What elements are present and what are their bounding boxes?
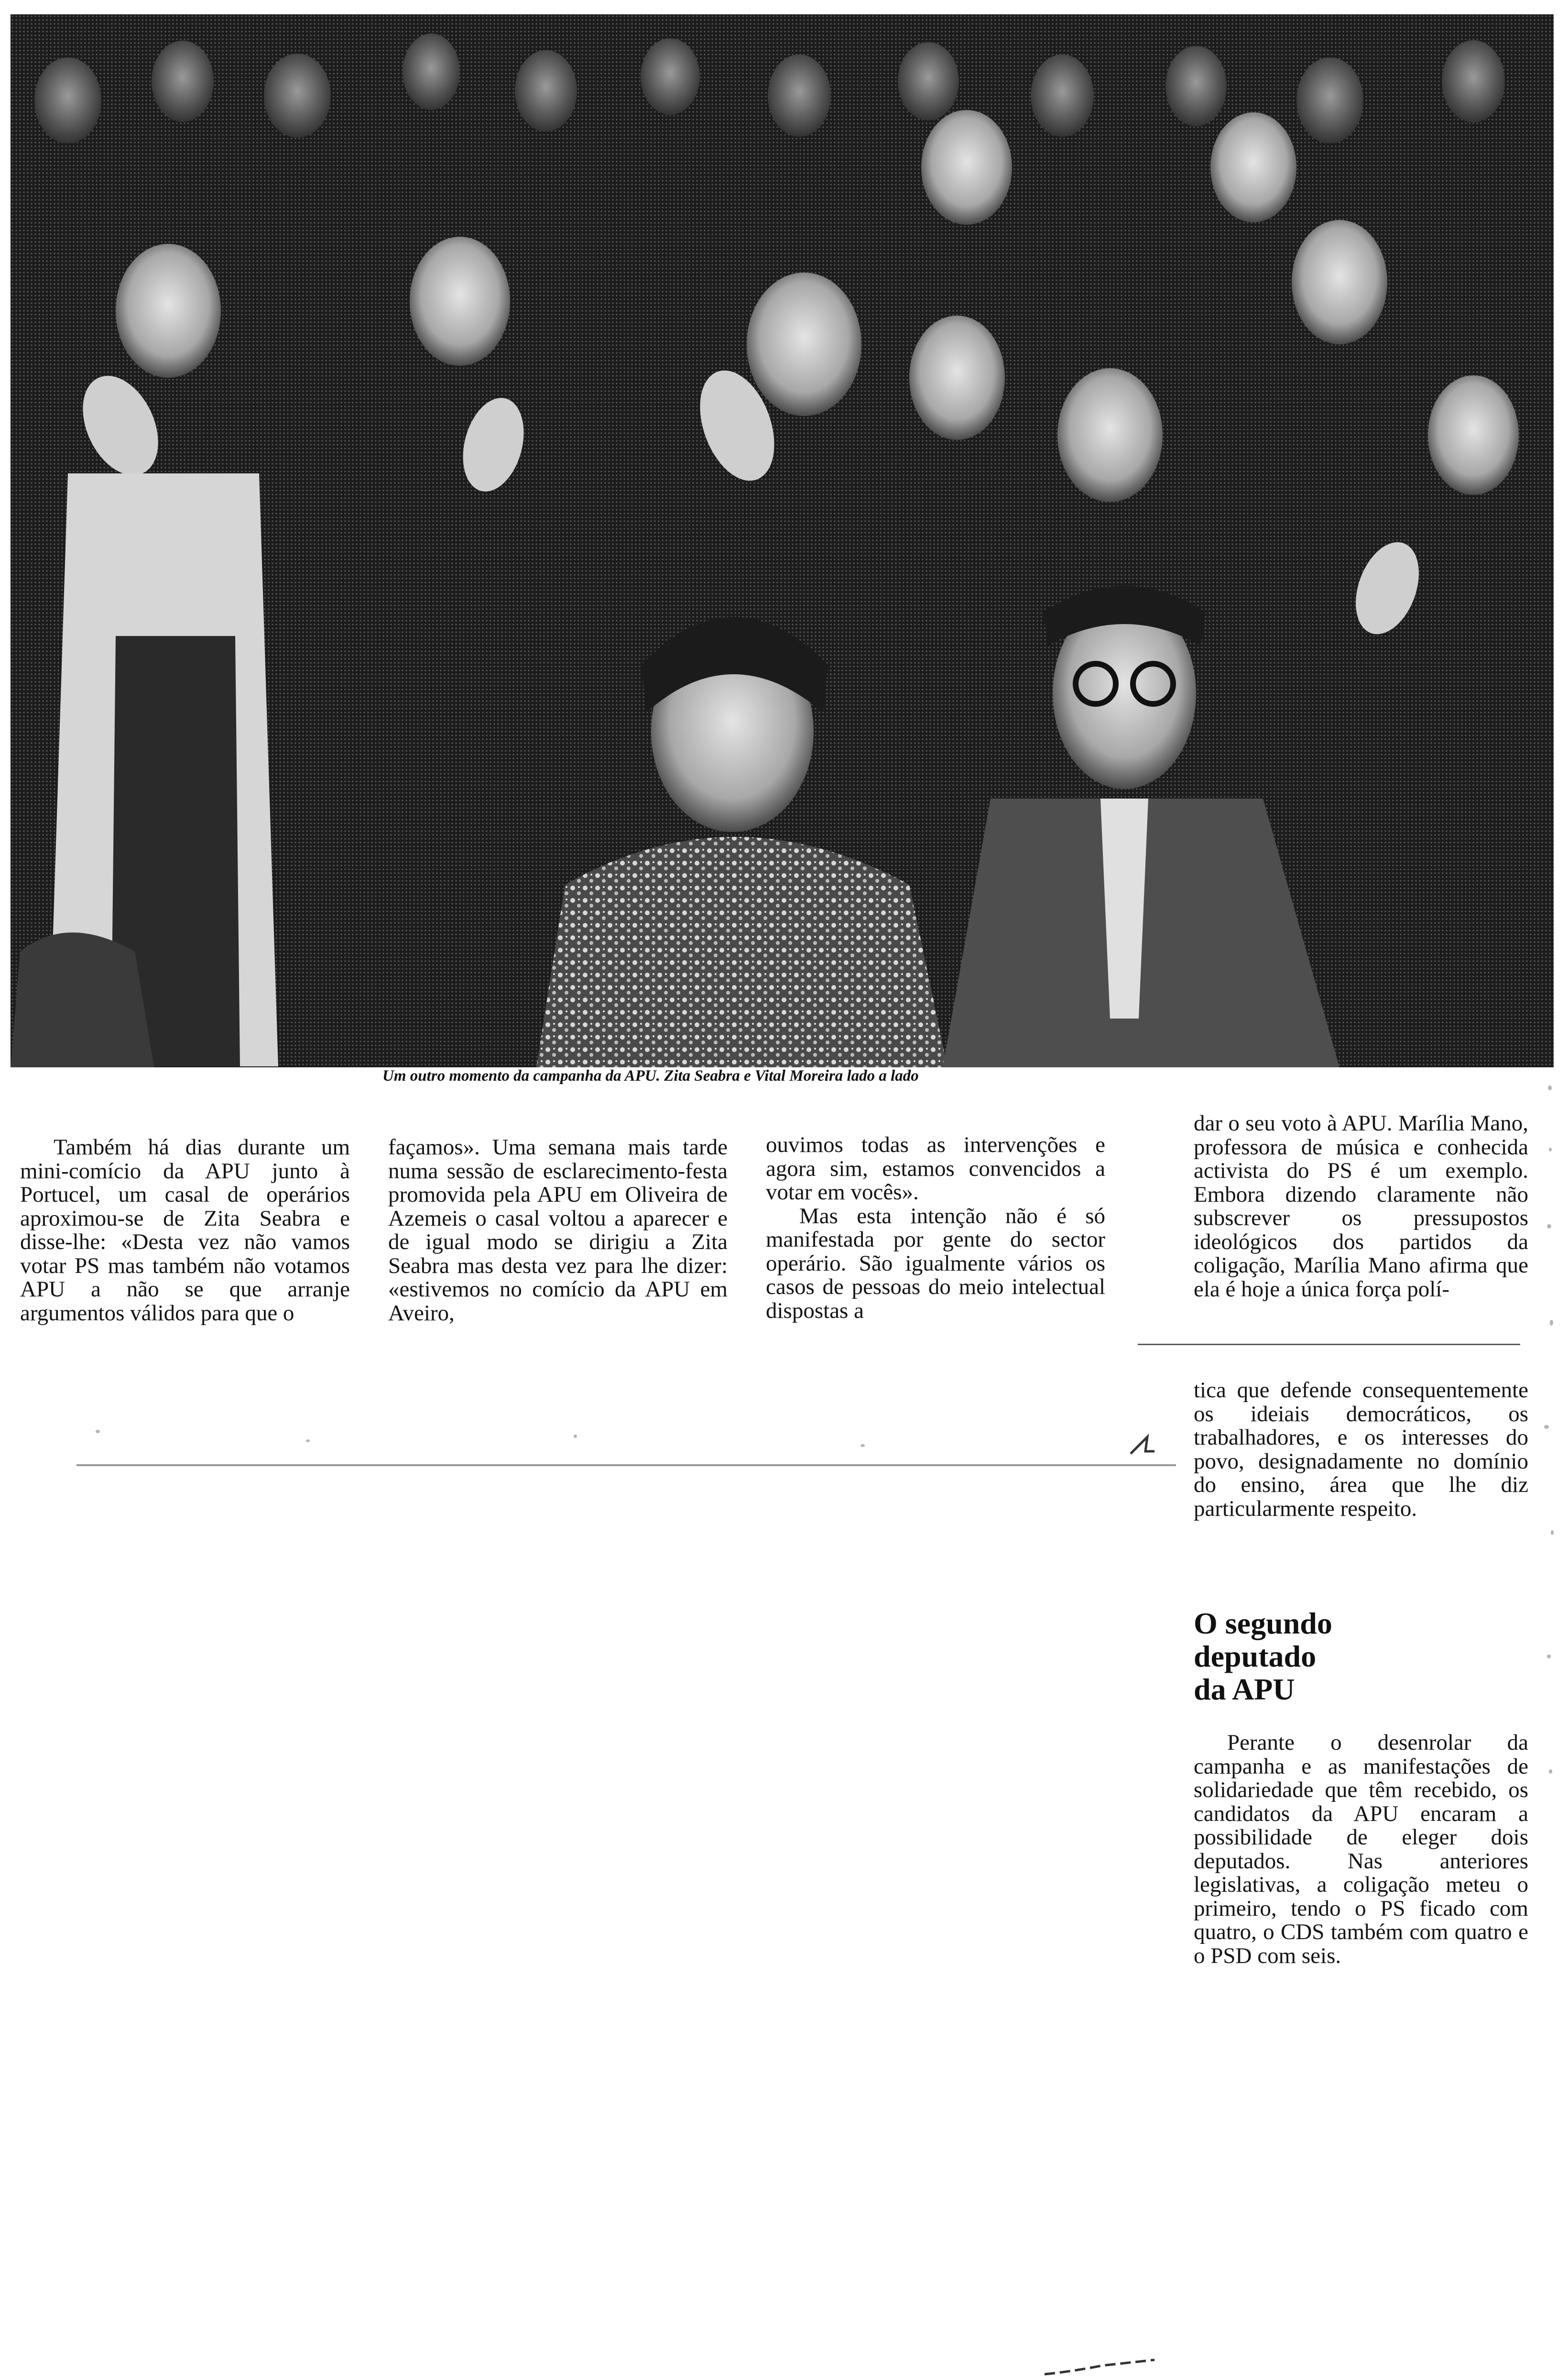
article-column-4-top <box>1194 1112 1528 1301</box>
article-column-3 <box>766 1133 1105 1323</box>
scan-speck <box>1544 1425 1549 1429</box>
scan-speck <box>574 1435 577 1438</box>
paragraph: Mas esta intenção não é só manifestada por gente do sector operário. São igualmente vários os casos de pessoas do meio intelectual dispostas a <box>766 1203 1105 1323</box>
margin-scribble <box>1045 2355 1159 2379</box>
scan-speck <box>1547 1224 1551 1228</box>
scan-speck <box>1549 1769 1552 1774</box>
scan-speck <box>1551 1530 1554 1535</box>
scan-speck <box>1547 1655 1551 1658</box>
paragraph: tica que defende consequentemente os ideiais democráticos, os trabalhadores, e os interesses do povo, designadamente no domínio do ensino, área que lhe diz particularmente respeito. <box>1194 1378 1528 1521</box>
paragraph: façamos». Uma semana mais tarde numa sessão de esclarecimento-festa promovida pela APU em Oliveira de Azemeis o casal voltou a aparecer e de igual modo se dirigiu a Zita Seabra mas desta vez para lhe dizer: «estivemos no comício da APU em Aveiro, <box>388 1135 728 1326</box>
scan-speck <box>1549 1148 1552 1151</box>
scan-speck <box>1548 1085 1552 1090</box>
news-photo <box>11 14 1554 1067</box>
paragraph: dar o seu voto à APU. Marília Mano, professora de música e conhecida activista do PS é um exemplo. Embora dizendo claramente não subscrever os pressupostos ideológicos dos partidos da coligação, Marília Mano afirma que ela é hoje a única força polí- <box>1194 1111 1528 1302</box>
margin-arrow-mark <box>1128 1435 1157 1458</box>
scan-artifact-line <box>76 1464 1176 1466</box>
paragraph: Também há dias durante um mini-comício da APU junto à Portucel, um casal de operários aproximou-se de Zita Seabra e disse-lhe: «Desta vez não vamos votar PS mas também não votamos APU a não se que arranje argumentos válidos para que o <box>20 1135 350 1326</box>
article-column-4-middle <box>1194 1379 1528 1521</box>
scan-speck <box>96 1430 100 1433</box>
subheading-line: da APU <box>1194 1672 1295 1706</box>
article-column-1 <box>20 1136 350 1325</box>
scan-speck <box>1550 1320 1553 1326</box>
photo-caption: Um outro momento da campanha da APU. Zita Seabra e Vital Moreira lado a lado <box>382 1067 919 1085</box>
paragraph: Perante o desenrolar da campanha e as manifestações de solidariedade que têm recebido, os candidatos da APU encaram a possibilidade de eleger dois deputados. Nas anteriores legislativas, a coligação meteu o primeiro, tendo o PS ficado com quatro, o CDS também com quatro e o PSD com seis. <box>1194 1730 1528 1968</box>
scan-speck <box>860 1444 865 1447</box>
subheading-line: deputado <box>1194 1639 1317 1673</box>
column-divider <box>1138 1344 1520 1345</box>
crowd-photo-image <box>11 14 1554 1067</box>
section-subheading <box>1194 1607 1433 1706</box>
subheading-line: O segundo <box>1194 1606 1332 1640</box>
paragraph: ouvimos todas as intervenções e agora sim, estamos convencidos a votar em vocês». <box>766 1132 1105 1205</box>
scan-speck <box>306 1439 310 1442</box>
article-column-2 <box>388 1136 728 1325</box>
article-column-4-bottom <box>1194 1731 1528 1968</box>
